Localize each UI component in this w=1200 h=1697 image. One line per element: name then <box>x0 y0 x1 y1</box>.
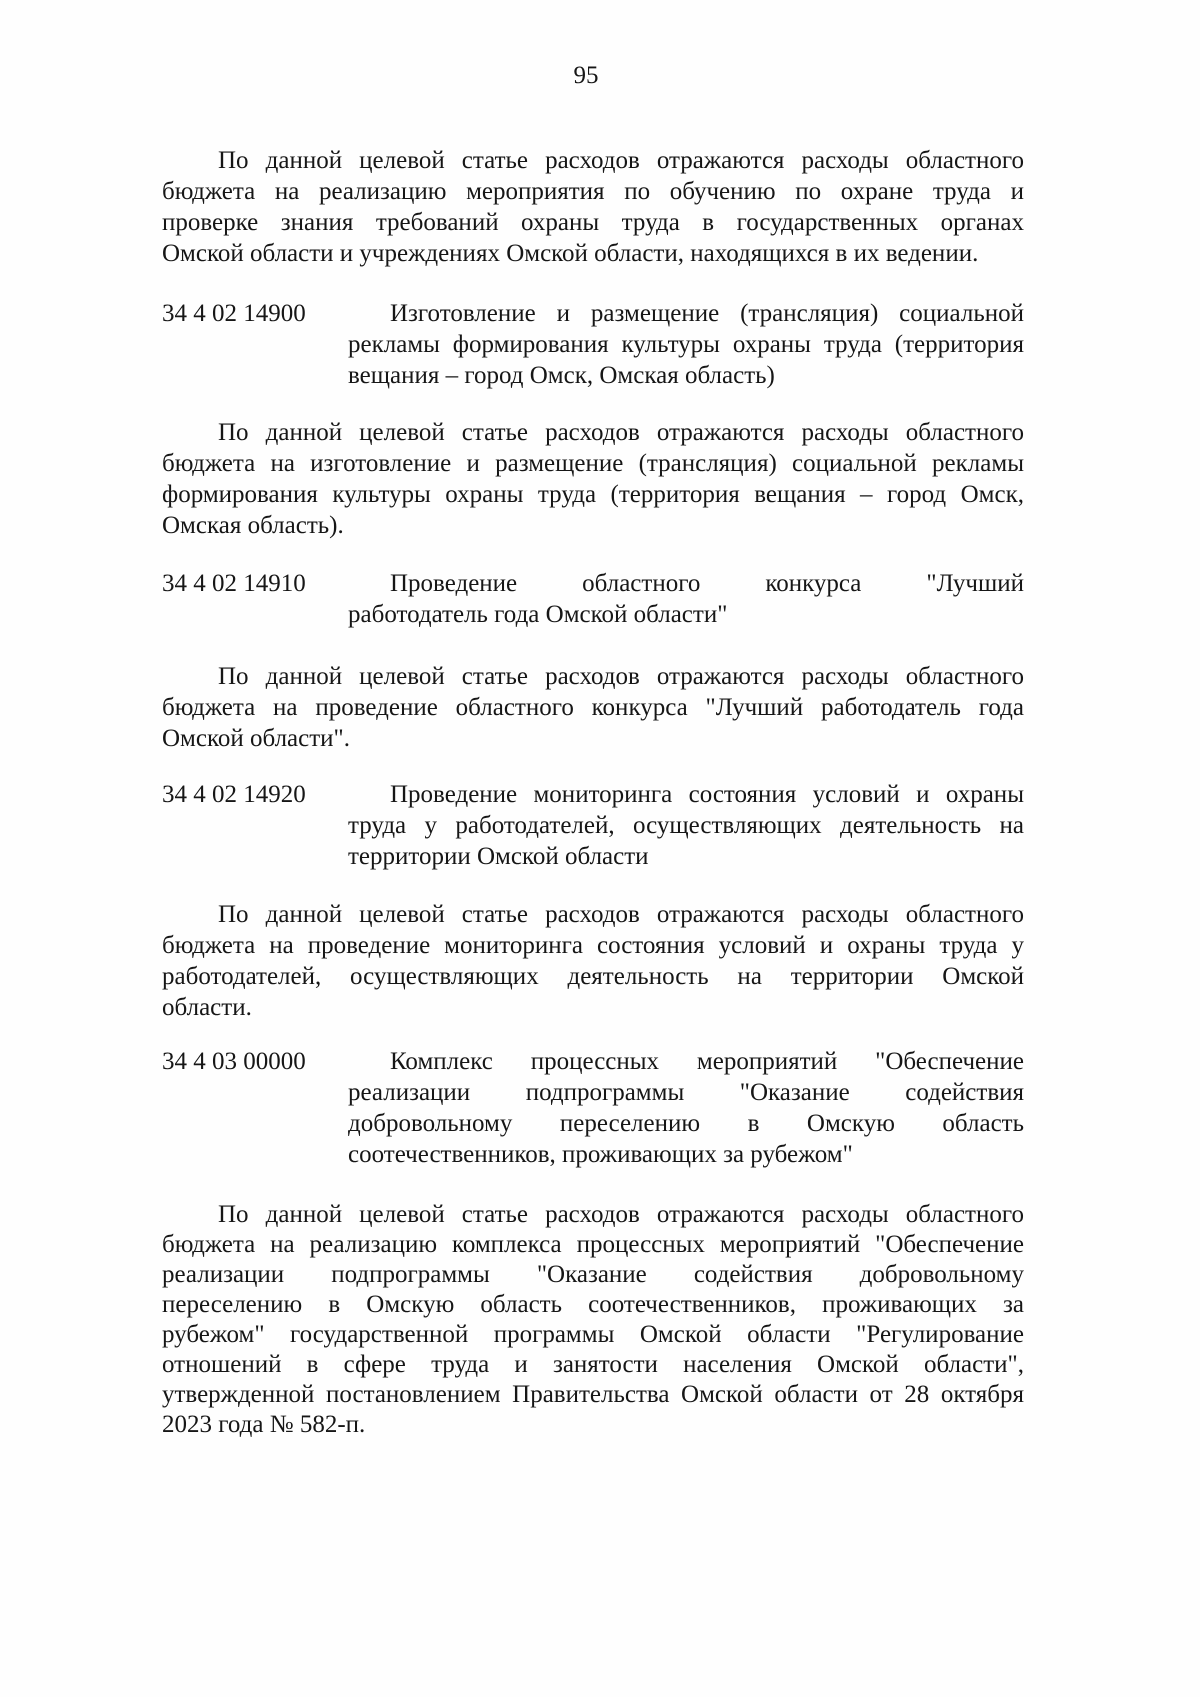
text-line: 2023 года № 582-п. <box>162 1411 366 1438</box>
text-line: переселению в Омскую область соотечественников, проживающих за <box>162 1291 1024 1318</box>
budget-code: 34 4 02 14910 <box>162 570 306 597</box>
text-line: Омской области и учреждениях Омской области, находящихся в их ведении. <box>162 240 979 267</box>
text-line: территории Омской области <box>348 843 649 870</box>
text-line: По данной целевой статье расходов отражаются расходы областного <box>218 663 1024 690</box>
text-line: отношений в сфере труда и занятости населения Омской области", <box>162 1351 1024 1378</box>
text-line: бюджета на реализацию мероприятия по обучению по охране труда и <box>162 178 1024 205</box>
budget-code-description <box>348 1046 1024 1170</box>
text-line: вещания – город Омск, Омская область) <box>348 362 775 389</box>
budget-code: 34 4 02 14900 <box>162 300 306 327</box>
text-line: Проведение областного конкурса "Лучший <box>390 570 1024 597</box>
paragraph <box>162 417 1024 541</box>
text-line: Омской области". <box>162 725 351 752</box>
paragraph <box>162 899 1024 1023</box>
text-line: рекламы формирования культуры охраны труда (территория <box>348 331 1024 358</box>
text-line: бюджета на реализацию комплекса процессных мероприятий "Обеспечение <box>162 1231 1024 1258</box>
text-line: Проведение мониторинга состояния условий и охраны <box>390 781 1024 808</box>
text-line: бюджета на изготовление и размещение (трансляция) социальной рекламы <box>162 450 1024 477</box>
text-line: По данной целевой статье расходов отражаются расходы областного <box>218 1201 1024 1228</box>
text-line: формирования культуры охраны труда (территория вещания – город Омск, <box>162 481 1024 508</box>
text-line: По данной целевой статье расходов отражаются расходы областного <box>218 419 1024 446</box>
text-line: работодатель года Омской области" <box>348 601 728 628</box>
text-line: бюджета на проведение мониторинга состояния условий и охраны труда у <box>162 932 1024 959</box>
page-number: 95 <box>573 62 599 89</box>
text-line: реализации подпрограммы "Оказание содействия <box>348 1079 1024 1106</box>
text-line: бюджета на проведение областного конкурса "Лучший работодатель года <box>162 694 1024 721</box>
text-line: проверке знания требований охраны труда в государственных органах <box>162 209 1024 236</box>
budget-code-description <box>348 298 1024 391</box>
text-line: Комплекс процессных мероприятий "Обеспечение <box>390 1048 1024 1075</box>
paragraph <box>162 145 1024 269</box>
budget-code: 34 4 03 00000 <box>162 1048 306 1075</box>
budget-code-description <box>348 568 1024 630</box>
text-line: соотечественников, проживающих за рубежом" <box>348 1141 853 1168</box>
text-line: Изготовление и размещение (трансляция) социальной <box>390 300 1024 327</box>
text-line: утвержденной постановлением Правительства Омской области от 28 октября <box>162 1381 1024 1408</box>
paragraph <box>162 661 1024 754</box>
text-line: По данной целевой статье расходов отражаются расходы областного <box>218 147 1024 174</box>
text-line: области. <box>162 994 252 1021</box>
text-line: Омская область). <box>162 512 344 539</box>
budget-code: 34 4 02 14920 <box>162 781 306 808</box>
text-line: труда у работодателей, осуществляющих деятельность на <box>348 812 1024 839</box>
text-line: добровольному переселению в Омскую область <box>348 1110 1024 1137</box>
text-line: работодателей, осуществляющих деятельность на территории Омской <box>162 963 1024 990</box>
text-line: реализации подпрограммы "Оказание содействия добровольному <box>162 1261 1024 1288</box>
text-line: рубежом" государственной программы Омской области "Регулирование <box>162 1321 1024 1348</box>
text-line: По данной целевой статье расходов отражаются расходы областного <box>218 901 1024 928</box>
paragraph <box>162 1200 1024 1440</box>
budget-code-description <box>348 779 1024 872</box>
